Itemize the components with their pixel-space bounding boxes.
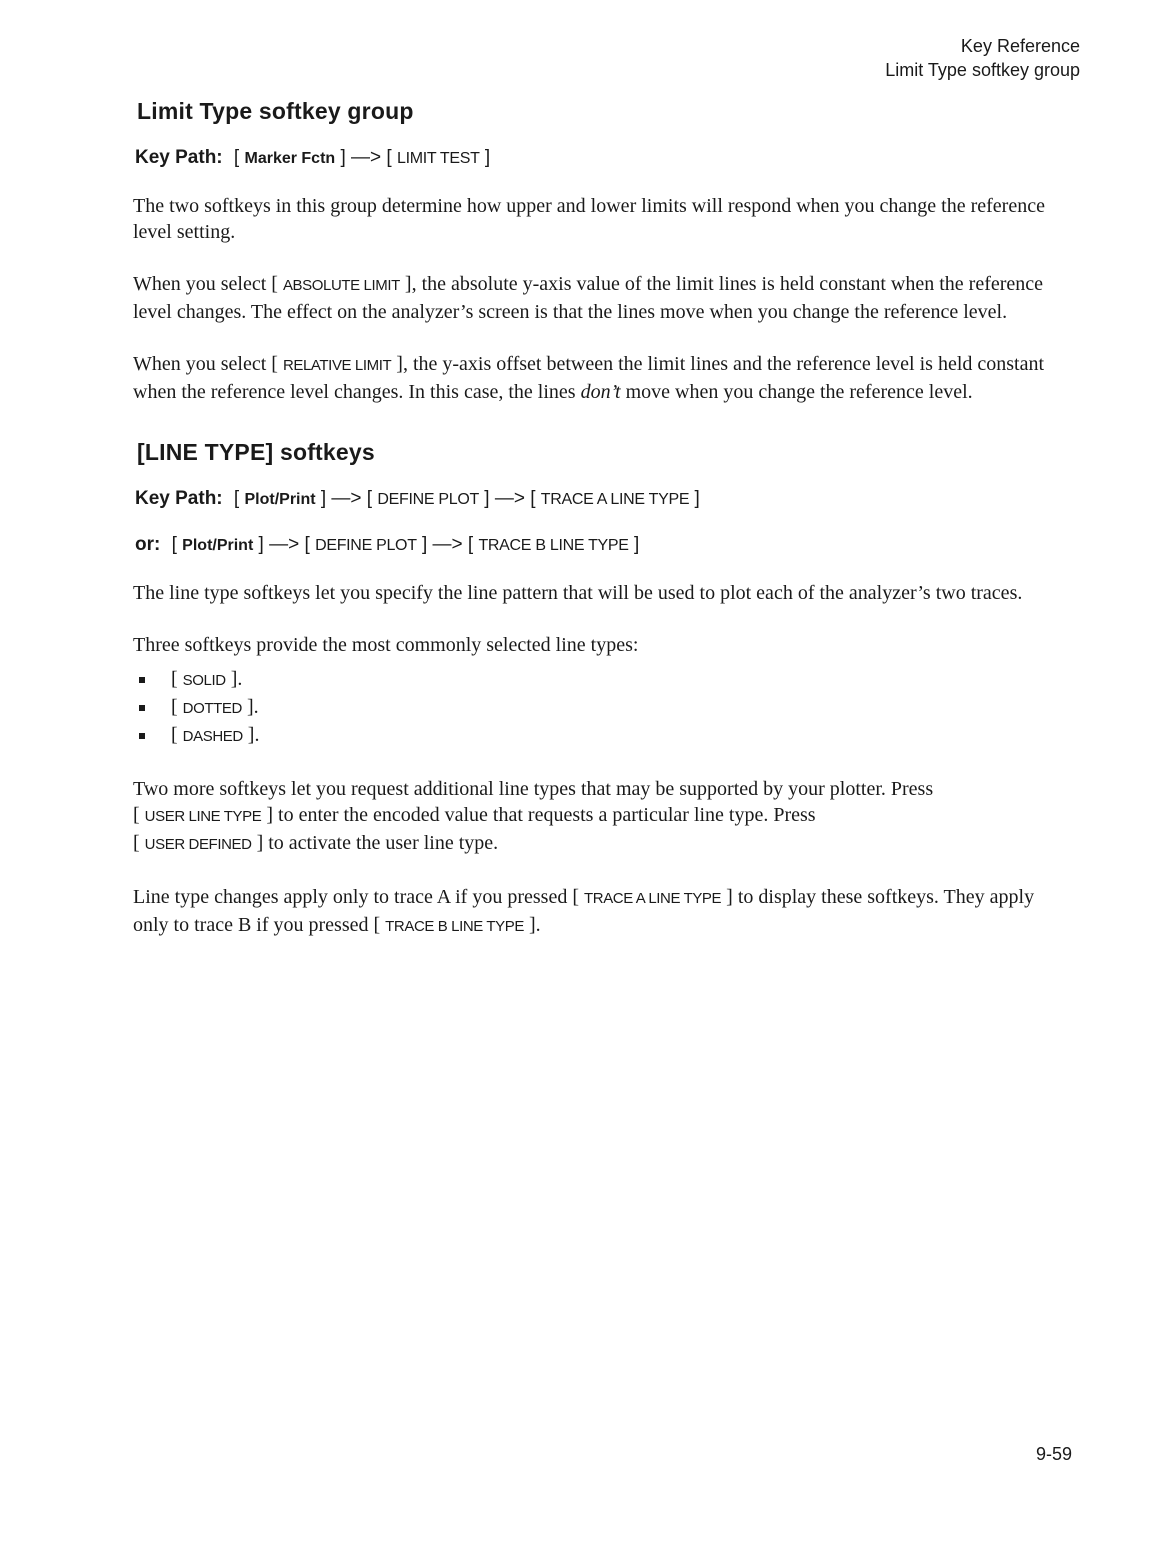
page-number: 9-59: [1035, 1444, 1072, 1464]
paragraph-common-line-types: Three softkeys provide the most commonly selected line types:: [133, 634, 639, 656]
list-item: [ DOTTED ].: [133, 694, 1068, 722]
softkey-dashed: DASHED: [182, 728, 243, 745]
running-head-chapter: Key Reference: [960, 36, 1080, 56]
text-run: to display these softkeys. They apply only to trace B if you pressed: [133, 886, 1035, 936]
softkey-trace-a-line-type: TRACE A LINE TYPE: [584, 890, 722, 907]
text-run: Two more softkeys let you request additional line types that may be supported by your plotter. Press: [133, 778, 934, 800]
text-run: When you select: [133, 273, 272, 295]
softkey-trace-a-line-type: TRACE A LINE TYPE: [540, 491, 690, 508]
key-path-trace-a: Key Path: [ Plot/Print ] —> [ DEFINE PLOT ] —> [ TRACE A LINE TYPE ]: [135, 488, 700, 509]
hardkey-marker-fctn: Marker Fctn: [244, 150, 336, 167]
softkey-solid: SOLID: [182, 672, 226, 689]
softkey-user-line-type: USER LINE TYPE: [144, 808, 262, 825]
square-bullet-icon: [139, 733, 145, 739]
key-path-limit-type: Key Path: [ Marker Fctn ] —> [ LIMIT TEST ]: [135, 147, 491, 168]
softkey-trace-b-line-type: TRACE B LINE TYPE: [478, 537, 629, 554]
text-run: , the absolute y-axis value of the limit lines is held constant when the reference level changes. The effect on the analyzer’s screen is that the lines move when you change the reference level.: [133, 273, 1044, 323]
key-path-label: or:: [135, 534, 161, 555]
paragraph-limit-intro: The two softkeys in this group determine how upper and lower limits will respond when you change the reference level setting.: [133, 195, 1045, 243]
softkey-define-plot: DEFINE PLOT: [377, 491, 479, 508]
hardkey-plot-print: Plot/Print: [244, 491, 316, 508]
text-run: to activate the user line type.: [263, 832, 499, 854]
key-path-label: Key Path:: [135, 488, 223, 509]
paragraph-line-type-intro: The line type softkeys let you specify the line pattern that will be used to plot each of the analyzer’s two traces.: [133, 582, 1023, 604]
square-bullet-icon: [139, 677, 145, 683]
softkey-absolute-limit: ABSOLUTE LIMIT: [282, 277, 400, 294]
page-content: [133, 98, 1068, 966]
section-title-line-type: [LINE TYPE] softkeys: [137, 439, 375, 465]
text-run: , the y-axis offset between the limit lines and the reference level is held constant when the reference level changes. In this case, the lines: [133, 353, 1045, 403]
paragraph-relative-limit: When you select [ RELATIVE LIMIT ], the y-axis offset between the limit lines and the reference level is held constant when the reference level changes. In this case, the lines don’t move when you change the reference level.: [133, 353, 1045, 403]
text-run: move when you change the reference level.: [620, 381, 973, 403]
running-head-section: Limit Type softkey group: [885, 60, 1080, 80]
square-bullet-icon: [139, 705, 145, 711]
text-run: When you select: [133, 353, 272, 375]
softkey-define-plot: DEFINE PLOT: [315, 537, 417, 554]
softkey-relative-limit: RELATIVE LIMIT: [282, 357, 392, 374]
section-title-limit-type: Limit Type softkey group: [137, 98, 414, 124]
text-run: to enter the encoded value that requests a particular line type. Press: [273, 804, 816, 826]
paragraph-trace-apply: Line type changes apply only to trace A if you pressed [ TRACE A LINE TYPE ] to display these softkeys. They apply only to trace B if you pressed [ TRACE B LINE TYPE ].: [133, 886, 1035, 936]
softkey-limit-test: LIMIT TEST: [396, 150, 480, 167]
text-run: .: [535, 914, 541, 936]
paragraph-user-line-types: Two more softkeys let you request additional line types that may be supported by your plotter. Press [ USER LINE TYPE ] to enter the encoded value that requests a particular line type. Press [ USER DEFINED ] to activate the user line type.: [133, 778, 934, 854]
softkey-trace-b-line-type: TRACE B LINE TYPE: [385, 918, 524, 935]
running-head: [885, 34, 1080, 82]
softkey-dotted: DOTTED: [182, 700, 242, 717]
text-run: Line type changes apply only to trace A if you pressed: [133, 886, 573, 908]
emphasis-dont: don’t: [580, 381, 621, 403]
key-path-trace-b: or: [ Plot/Print ] —> [ DEFINE PLOT ] —> [ TRACE B LINE TYPE ]: [135, 534, 640, 555]
paragraph-absolute-limit: When you select [ ABSOLUTE LIMIT ], the absolute y-axis value of the limit lines is held constant when the reference level changes. The effect on the analyzer’s screen is that the lines move when you change the reference level.: [133, 273, 1044, 323]
line-type-list: [133, 666, 1068, 750]
softkey-user-defined: USER DEFINED: [144, 836, 252, 853]
key-path-label: Key Path:: [135, 147, 223, 168]
list-item: [ DASHED ].: [133, 722, 1068, 750]
list-item: [ SOLID ].: [133, 666, 1068, 694]
hardkey-plot-print: Plot/Print: [182, 537, 254, 554]
